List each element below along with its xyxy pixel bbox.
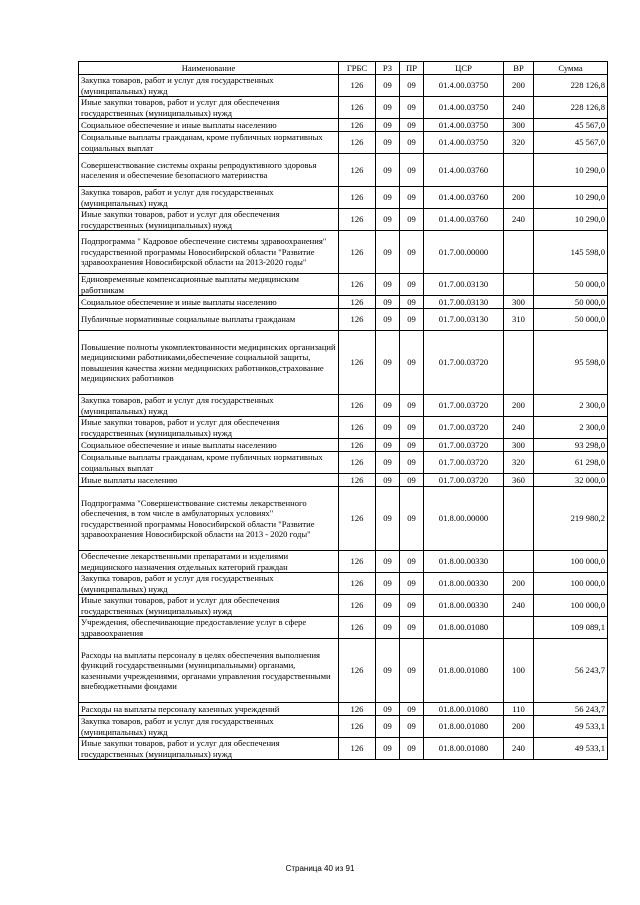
cell-pr: 09 bbox=[400, 716, 424, 738]
cell-grbs: 126 bbox=[339, 439, 376, 452]
cell-name: Повышение полноты укомплектованности медицинских организаций медицинскими работниками,обеспечение социальной защиты, повышения качества жизни медицинских работников,страхование медицинских работников bbox=[79, 331, 339, 395]
cell-csr: 01.7.00.03130 bbox=[424, 296, 504, 309]
cell-rz: 09 bbox=[376, 97, 400, 119]
cell-vr: 310 bbox=[504, 309, 534, 331]
cell-name: Закупка товаров, работ и услуг для государственных (муниципальных) нужд bbox=[79, 187, 339, 209]
cell-pr: 09 bbox=[400, 231, 424, 274]
cell-name: Обеспечение лекарственными препаратами и изделиями медицинского назначения отдельных категорий граждан bbox=[79, 551, 339, 573]
cell-csr: 01.7.00.03720 bbox=[424, 395, 504, 417]
cell-grbs: 126 bbox=[339, 716, 376, 738]
cell-grbs: 126 bbox=[339, 573, 376, 595]
header-vr: ВР bbox=[504, 62, 534, 75]
table-row bbox=[79, 595, 608, 617]
cell-vr: 200 bbox=[504, 187, 534, 209]
table-row bbox=[79, 209, 608, 231]
header-grbs: ГРБС bbox=[339, 62, 376, 75]
cell-pr: 09 bbox=[400, 487, 424, 551]
cell-sum: 100 000,0 bbox=[534, 595, 608, 617]
cell-csr: 01.8.00.00000 bbox=[424, 487, 504, 551]
cell-vr: 240 bbox=[504, 209, 534, 231]
cell-grbs: 126 bbox=[339, 209, 376, 231]
cell-rz: 09 bbox=[376, 187, 400, 209]
cell-rz: 09 bbox=[376, 703, 400, 716]
cell-name: Подпрограмма " Кадровое обеспечение системы здравоохранения" государственной программы Новосибирской области "Развитие здравоохранения Новосибирской области на 2013-2020 годы" bbox=[79, 231, 339, 274]
cell-rz: 09 bbox=[376, 573, 400, 595]
cell-grbs: 126 bbox=[339, 595, 376, 617]
cell-sum: 49 533,1 bbox=[534, 738, 608, 760]
cell-csr: 01.8.00.00330 bbox=[424, 551, 504, 573]
cell-rz: 09 bbox=[376, 487, 400, 551]
cell-vr: 300 bbox=[504, 296, 534, 309]
cell-vr: 360 bbox=[504, 474, 534, 487]
cell-name: Закупка товаров, работ и услуг для государственных (муниципальных) нужд bbox=[79, 75, 339, 97]
cell-vr: 200 bbox=[504, 75, 534, 97]
cell-pr: 09 bbox=[400, 395, 424, 417]
cell-csr: 01.4.00.03750 bbox=[424, 75, 504, 97]
table-row bbox=[79, 296, 608, 309]
cell-rz: 09 bbox=[376, 231, 400, 274]
cell-csr: 01.7.00.03720 bbox=[424, 439, 504, 452]
cell-grbs: 126 bbox=[339, 75, 376, 97]
cell-csr: 01.4.00.03750 bbox=[424, 119, 504, 132]
cell-vr: 240 bbox=[504, 97, 534, 119]
cell-name: Совершенствование системы охраны репродуктивного здоровья населения и обеспечение безопасного материнства bbox=[79, 154, 339, 187]
cell-sum: 100 000,0 bbox=[534, 573, 608, 595]
cell-pr: 09 bbox=[400, 417, 424, 439]
table-row bbox=[79, 738, 608, 760]
cell-grbs: 126 bbox=[339, 231, 376, 274]
cell-grbs: 126 bbox=[339, 639, 376, 703]
cell-pr: 09 bbox=[400, 274, 424, 296]
table-body bbox=[79, 75, 608, 760]
cell-csr: 01.8.00.00330 bbox=[424, 595, 504, 617]
cell-name: Социальное обеспечение и иные выплаты населению bbox=[79, 119, 339, 132]
cell-name: Закупка товаров, работ и услуг для государственных (муниципальных) нужд bbox=[79, 573, 339, 595]
cell-rz: 09 bbox=[376, 452, 400, 474]
table-row bbox=[79, 97, 608, 119]
cell-rz: 09 bbox=[376, 75, 400, 97]
cell-csr: 01.8.00.01080 bbox=[424, 617, 504, 639]
cell-rz: 09 bbox=[376, 119, 400, 132]
table-row bbox=[79, 452, 608, 474]
cell-csr: 01.8.00.01080 bbox=[424, 738, 504, 760]
cell-name: Иные закупки товаров, работ и услуг для обеспечения государственных (муниципальных) нужд bbox=[79, 209, 339, 231]
cell-sum: 10 290,0 bbox=[534, 187, 608, 209]
cell-name: Иные закупки товаров, работ и услуг для обеспечения государственных (муниципальных) нужд bbox=[79, 738, 339, 760]
cell-pr: 09 bbox=[400, 595, 424, 617]
cell-grbs: 126 bbox=[339, 395, 376, 417]
cell-grbs: 126 bbox=[339, 154, 376, 187]
cell-sum: 10 290,0 bbox=[534, 209, 608, 231]
cell-rz: 09 bbox=[376, 309, 400, 331]
cell-sum: 228 126,8 bbox=[534, 97, 608, 119]
cell-sum: 49 533,1 bbox=[534, 716, 608, 738]
cell-grbs: 126 bbox=[339, 703, 376, 716]
cell-pr: 09 bbox=[400, 617, 424, 639]
table-row bbox=[79, 716, 608, 738]
cell-grbs: 126 bbox=[339, 417, 376, 439]
cell-name: Расходы на выплаты персоналу казенных учреждений bbox=[79, 703, 339, 716]
cell-vr bbox=[504, 487, 534, 551]
cell-rz: 09 bbox=[376, 154, 400, 187]
cell-pr: 09 bbox=[400, 309, 424, 331]
cell-csr: 01.4.00.03760 bbox=[424, 187, 504, 209]
cell-rz: 09 bbox=[376, 639, 400, 703]
cell-name: Социальное обеспечение и иные выплаты населению bbox=[79, 439, 339, 452]
table-row bbox=[79, 132, 608, 154]
cell-pr: 09 bbox=[400, 551, 424, 573]
cell-vr: 200 bbox=[504, 573, 534, 595]
cell-grbs: 126 bbox=[339, 309, 376, 331]
cell-vr: 110 bbox=[504, 703, 534, 716]
cell-rz: 09 bbox=[376, 617, 400, 639]
cell-grbs: 126 bbox=[339, 119, 376, 132]
table-row bbox=[79, 551, 608, 573]
cell-csr: 01.8.00.01080 bbox=[424, 716, 504, 738]
cell-sum: 95 598,0 bbox=[534, 331, 608, 395]
cell-csr: 01.7.00.03720 bbox=[424, 417, 504, 439]
cell-rz: 09 bbox=[376, 439, 400, 452]
cell-rz: 09 bbox=[376, 716, 400, 738]
cell-grbs: 126 bbox=[339, 296, 376, 309]
table-row bbox=[79, 119, 608, 132]
cell-csr: 01.7.00.03720 bbox=[424, 452, 504, 474]
cell-name: Закупка товаров, работ и услуг для государственных (муниципальных) нужд bbox=[79, 716, 339, 738]
cell-vr: 240 bbox=[504, 417, 534, 439]
cell-grbs: 126 bbox=[339, 274, 376, 296]
cell-vr bbox=[504, 154, 534, 187]
cell-name: Расходы на выплаты персоналу в целях обеспечения выполнения функций государственными (муниципальными) органами, казенными учреждениями, органами управления государственными внебюджетными фондами bbox=[79, 639, 339, 703]
cell-sum: 10 290,0 bbox=[534, 154, 608, 187]
table-row bbox=[79, 474, 608, 487]
table-row bbox=[79, 331, 608, 395]
cell-sum: 219 980,2 bbox=[534, 487, 608, 551]
cell-vr: 320 bbox=[504, 132, 534, 154]
page-number: Страница 40 из 91 bbox=[285, 864, 355, 873]
cell-pr: 09 bbox=[400, 639, 424, 703]
cell-name: Иные закупки товаров, работ и услуг для обеспечения государственных (муниципальных) нужд bbox=[79, 97, 339, 119]
cell-grbs: 126 bbox=[339, 331, 376, 395]
table-row bbox=[79, 75, 608, 97]
cell-sum: 93 298,0 bbox=[534, 439, 608, 452]
cell-csr: 01.7.00.03130 bbox=[424, 309, 504, 331]
cell-name: Иные закупки товаров, работ и услуг для обеспечения государственных (муниципальных) нужд bbox=[79, 595, 339, 617]
cell-grbs: 126 bbox=[339, 487, 376, 551]
cell-name: Социальные выплаты гражданам, кроме публичных нормативных социальных выплат bbox=[79, 132, 339, 154]
header-pr: ПР bbox=[400, 62, 424, 75]
cell-csr: 01.4.00.03760 bbox=[424, 154, 504, 187]
cell-sum: 50 000,0 bbox=[534, 296, 608, 309]
cell-pr: 09 bbox=[400, 474, 424, 487]
cell-rz: 09 bbox=[376, 331, 400, 395]
cell-pr: 09 bbox=[400, 738, 424, 760]
header-rz: РЗ bbox=[376, 62, 400, 75]
cell-pr: 09 bbox=[400, 97, 424, 119]
cell-rz: 09 bbox=[376, 738, 400, 760]
header-name: Наименование bbox=[79, 62, 339, 75]
cell-sum: 61 298,0 bbox=[534, 452, 608, 474]
cell-grbs: 126 bbox=[339, 738, 376, 760]
cell-csr: 01.4.00.03760 bbox=[424, 209, 504, 231]
table-row bbox=[79, 274, 608, 296]
cell-sum: 228 126,8 bbox=[534, 75, 608, 97]
table-row bbox=[79, 417, 608, 439]
cell-pr: 09 bbox=[400, 573, 424, 595]
cell-name: Социальные выплаты гражданам, кроме публичных нормативных социальных выплат bbox=[79, 452, 339, 474]
cell-vr: 240 bbox=[504, 595, 534, 617]
cell-vr: 320 bbox=[504, 452, 534, 474]
table-row bbox=[79, 231, 608, 274]
cell-rz: 09 bbox=[376, 595, 400, 617]
cell-pr: 09 bbox=[400, 296, 424, 309]
cell-vr bbox=[504, 231, 534, 274]
cell-pr: 09 bbox=[400, 119, 424, 132]
cell-sum: 2 300,0 bbox=[534, 395, 608, 417]
cell-grbs: 126 bbox=[339, 617, 376, 639]
cell-csr: 01.8.00.00330 bbox=[424, 573, 504, 595]
table-header-row bbox=[79, 62, 608, 75]
cell-csr: 01.7.00.03720 bbox=[424, 331, 504, 395]
cell-rz: 09 bbox=[376, 417, 400, 439]
cell-sum: 2 300,0 bbox=[534, 417, 608, 439]
table-row bbox=[79, 395, 608, 417]
cell-rz: 09 bbox=[376, 395, 400, 417]
cell-pr: 09 bbox=[400, 703, 424, 716]
cell-sum: 45 567,0 bbox=[534, 119, 608, 132]
cell-sum: 32 000,0 bbox=[534, 474, 608, 487]
table-row bbox=[79, 187, 608, 209]
cell-pr: 09 bbox=[400, 154, 424, 187]
cell-rz: 09 bbox=[376, 274, 400, 296]
cell-rz: 09 bbox=[376, 296, 400, 309]
cell-sum: 56 243,7 bbox=[534, 639, 608, 703]
cell-csr: 01.7.00.03130 bbox=[424, 274, 504, 296]
cell-vr: 100 bbox=[504, 639, 534, 703]
cell-grbs: 126 bbox=[339, 187, 376, 209]
header-csr: ЦСР bbox=[424, 62, 504, 75]
cell-vr bbox=[504, 331, 534, 395]
table-row bbox=[79, 439, 608, 452]
cell-csr: 01.8.00.01080 bbox=[424, 639, 504, 703]
cell-vr: 200 bbox=[504, 395, 534, 417]
cell-vr bbox=[504, 617, 534, 639]
cell-pr: 09 bbox=[400, 452, 424, 474]
cell-rz: 09 bbox=[376, 209, 400, 231]
cell-pr: 09 bbox=[400, 439, 424, 452]
cell-grbs: 126 bbox=[339, 551, 376, 573]
cell-name: Закупка товаров, работ и услуг для государственных (муниципальных) нужд bbox=[79, 395, 339, 417]
cell-csr: 01.7.00.00000 bbox=[424, 231, 504, 274]
cell-vr bbox=[504, 274, 534, 296]
cell-grbs: 126 bbox=[339, 474, 376, 487]
cell-sum: 109 089,1 bbox=[534, 617, 608, 639]
cell-rz: 09 bbox=[376, 474, 400, 487]
budget-table bbox=[78, 61, 608, 760]
table-row bbox=[79, 309, 608, 331]
table-row bbox=[79, 703, 608, 716]
cell-vr: 240 bbox=[504, 738, 534, 760]
cell-csr: 01.4.00.03750 bbox=[424, 97, 504, 119]
cell-grbs: 126 bbox=[339, 452, 376, 474]
cell-vr: 200 bbox=[504, 716, 534, 738]
table-row bbox=[79, 154, 608, 187]
cell-pr: 09 bbox=[400, 209, 424, 231]
cell-sum: 50 000,0 bbox=[534, 309, 608, 331]
cell-sum: 56 243,7 bbox=[534, 703, 608, 716]
cell-grbs: 126 bbox=[339, 132, 376, 154]
cell-sum: 100 000,0 bbox=[534, 551, 608, 573]
cell-sum: 50 000,0 bbox=[534, 274, 608, 296]
cell-vr: 300 bbox=[504, 439, 534, 452]
table-row bbox=[79, 573, 608, 595]
cell-pr: 09 bbox=[400, 75, 424, 97]
cell-name: Социальное обеспечение и иные выплаты населению bbox=[79, 296, 339, 309]
cell-grbs: 126 bbox=[339, 97, 376, 119]
table-row bbox=[79, 487, 608, 551]
document-page bbox=[78, 61, 607, 760]
table-row bbox=[79, 617, 608, 639]
cell-vr: 300 bbox=[504, 119, 534, 132]
cell-csr: 01.8.00.01080 bbox=[424, 703, 504, 716]
cell-sum: 45 567,0 bbox=[534, 132, 608, 154]
cell-pr: 09 bbox=[400, 132, 424, 154]
cell-name: Подпрограмма "Совершенствование системы лекарственного обеспечения, в том числе в амбулаторных условиях" государственной программы Новосибирской области "Развитие здравоохранения Новосибирской области на 2013 - 2020 годы" bbox=[79, 487, 339, 551]
cell-name: Иные выплаты населению bbox=[79, 474, 339, 487]
table-row bbox=[79, 639, 608, 703]
header-sum: Сумма bbox=[534, 62, 608, 75]
cell-name: Публичные нормативные социальные выплаты гражданам bbox=[79, 309, 339, 331]
cell-name: Единовременные компенсационные выплаты медицинским работникам bbox=[79, 274, 339, 296]
cell-rz: 09 bbox=[376, 551, 400, 573]
cell-vr bbox=[504, 551, 534, 573]
cell-sum: 145 598,0 bbox=[534, 231, 608, 274]
cell-pr: 09 bbox=[400, 331, 424, 395]
cell-csr: 01.7.00.03720 bbox=[424, 474, 504, 487]
cell-pr: 09 bbox=[400, 187, 424, 209]
cell-rz: 09 bbox=[376, 132, 400, 154]
cell-csr: 01.4.00.03750 bbox=[424, 132, 504, 154]
cell-name: Иные закупки товаров, работ и услуг для обеспечения государственных (муниципальных) нужд bbox=[79, 417, 339, 439]
cell-name: Учреждения, обеспечивающие предоставление услуг в сфере здравоохранения bbox=[79, 617, 339, 639]
